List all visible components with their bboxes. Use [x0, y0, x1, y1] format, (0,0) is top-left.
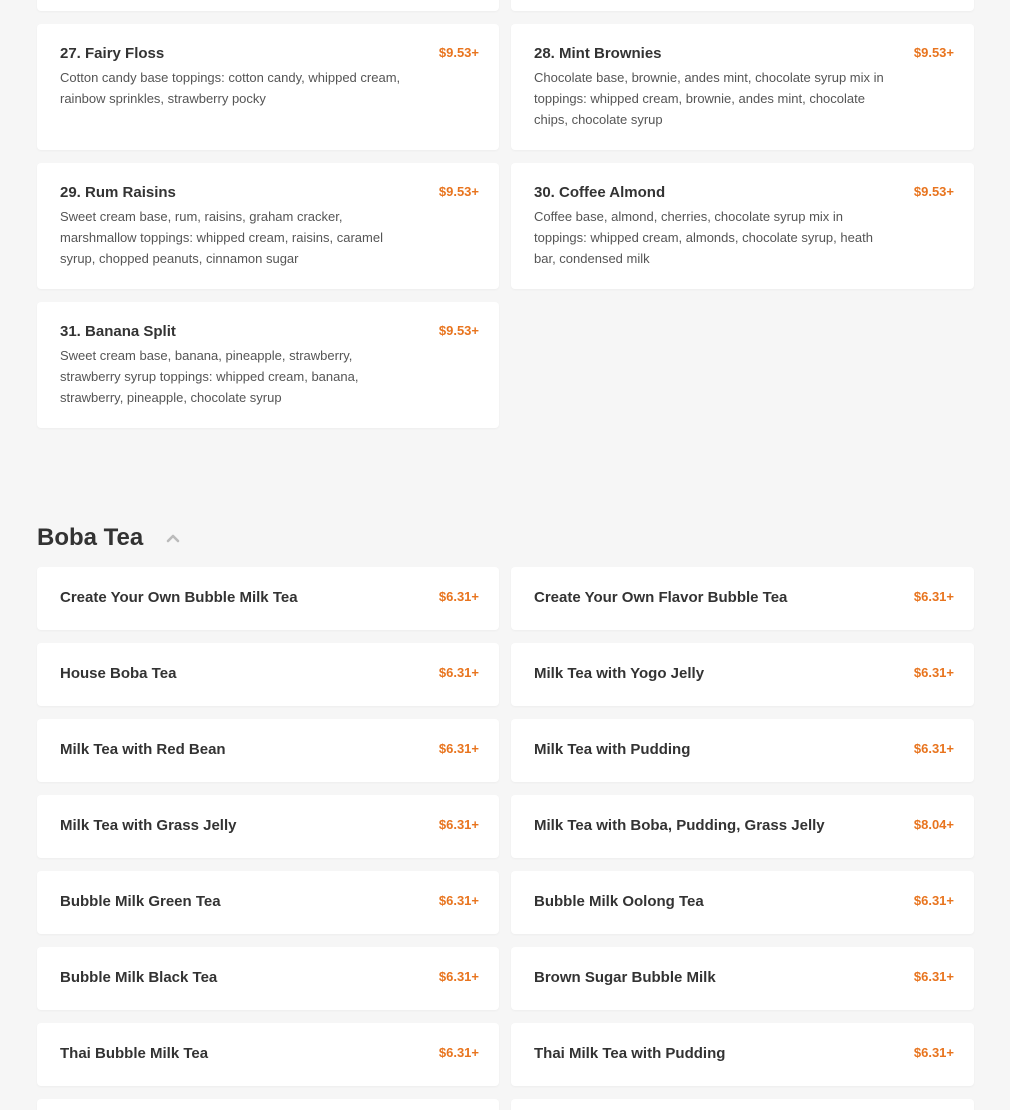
item-price: $9.53+ — [438, 323, 479, 338]
item-price: $6.31+ — [438, 893, 479, 908]
menu-item-card[interactable] — [37, 795, 499, 858]
menu-item-card[interactable] — [37, 643, 499, 706]
item-price: $6.31+ — [438, 969, 479, 984]
item-description: Chocolate base, brownie, andes mint, chocolate syrup mix in toppings: whipped cream, brownie, andes mint, chocolate chips, chocolate syrup — [534, 70, 884, 127]
item-name: Milk Tea with Pudding — [534, 741, 691, 758]
item-name: 31. Banana Split — [60, 323, 176, 340]
item-name: Create Your Own Bubble Milk Tea — [60, 589, 298, 606]
menu-item-card-partial[interactable] — [37, 0, 499, 11]
item-description: Coffee base, almond, cherries, chocolate syrup mix in toppings: whipped cream, almonds, chocolate syrup, heath bar, condensed milk — [534, 209, 873, 266]
item-price: $6.31+ — [913, 969, 954, 984]
menu-item-card[interactable] — [37, 719, 499, 782]
menu-item-card-partial[interactable] — [511, 1099, 974, 1110]
item-name: 29. Rum Raisins — [60, 184, 176, 201]
item-name: Thai Milk Tea with Pudding — [534, 1045, 726, 1062]
item-name: 28. Mint Brownies — [534, 45, 662, 62]
section-header-boba-tea — [37, 520, 183, 556]
item-name: Thai Bubble Milk Tea — [60, 1045, 209, 1062]
menu-item-card-partial[interactable] — [37, 1099, 499, 1110]
menu-item-card-partial[interactable] — [511, 0, 974, 11]
menu-item-card[interactable] — [511, 947, 974, 1010]
chevron-up-icon[interactable] — [163, 528, 183, 548]
item-name: Create Your Own Flavor Bubble Tea — [534, 589, 788, 606]
menu-item-card[interactable] — [511, 24, 974, 150]
menu-item-card[interactable] — [511, 719, 974, 782]
item-price: $6.31+ — [913, 741, 954, 756]
menu-item-card[interactable] — [511, 643, 974, 706]
item-name: Milk Tea with Boba, Pudding, Grass Jelly — [534, 817, 825, 834]
menu-item-card[interactable] — [511, 795, 974, 858]
item-price: $6.31+ — [438, 817, 479, 832]
item-price: $9.53+ — [438, 45, 479, 60]
item-name: Bubble Milk Oolong Tea — [534, 893, 704, 910]
menu-item-card[interactable] — [511, 163, 974, 289]
item-name: Bubble Milk Black Tea — [60, 969, 218, 986]
menu-item-card[interactable] — [511, 1023, 974, 1086]
menu-item-card[interactable] — [37, 1023, 499, 1086]
item-price: $8.04+ — [913, 817, 954, 832]
item-price: $9.53+ — [438, 184, 479, 199]
item-name: House Boba Tea — [60, 665, 177, 682]
item-description: Sweet cream base, rum, raisins, graham cracker, marshmallow toppings: whipped cream, raisins, caramel syrup, chopped peanuts, cinnamon sugar — [60, 209, 383, 266]
item-description: Sweet cream base, banana, pineapple, strawberry, strawberry syrup toppings: whipped cream, banana, strawberry, pineapple, chocolate syrup — [60, 348, 359, 405]
section-title: Boba Tea — [37, 524, 144, 551]
item-price: $6.31+ — [913, 665, 954, 680]
item-price: $9.53+ — [913, 184, 954, 199]
item-name: Milk Tea with Grass Jelly — [60, 817, 237, 834]
item-name: 30. Coffee Almond — [534, 184, 666, 201]
item-price: $6.31+ — [438, 1045, 479, 1060]
menu-item-card[interactable] — [37, 163, 499, 289]
item-name: Milk Tea with Red Bean — [60, 741, 226, 758]
item-name: Bubble Milk Green Tea — [60, 893, 221, 910]
item-price: $6.31+ — [438, 741, 479, 756]
item-price: $6.31+ — [913, 893, 954, 908]
menu-item-card[interactable] — [511, 871, 974, 934]
item-name: Brown Sugar Bubble Milk — [534, 969, 716, 986]
menu-item-card[interactable] — [37, 24, 499, 150]
menu-item-card[interactable] — [37, 871, 499, 934]
menu-item-card[interactable] — [37, 302, 499, 428]
item-price: $6.31+ — [913, 1045, 954, 1060]
item-description: Cotton candy base toppings: cotton candy, whipped cream, rainbow sprinkles, strawberry pocky — [60, 70, 401, 106]
item-price: $6.31+ — [438, 589, 479, 604]
item-price: $6.31+ — [438, 665, 479, 680]
menu-item-card[interactable] — [511, 567, 974, 630]
item-price: $9.53+ — [913, 45, 954, 60]
menu-item-card[interactable] — [37, 947, 499, 1010]
item-name: 27. Fairy Floss — [60, 45, 165, 62]
menu-item-card[interactable] — [37, 567, 499, 630]
item-price: $6.31+ — [913, 589, 954, 604]
item-name: Milk Tea with Yogo Jelly — [534, 665, 705, 682]
